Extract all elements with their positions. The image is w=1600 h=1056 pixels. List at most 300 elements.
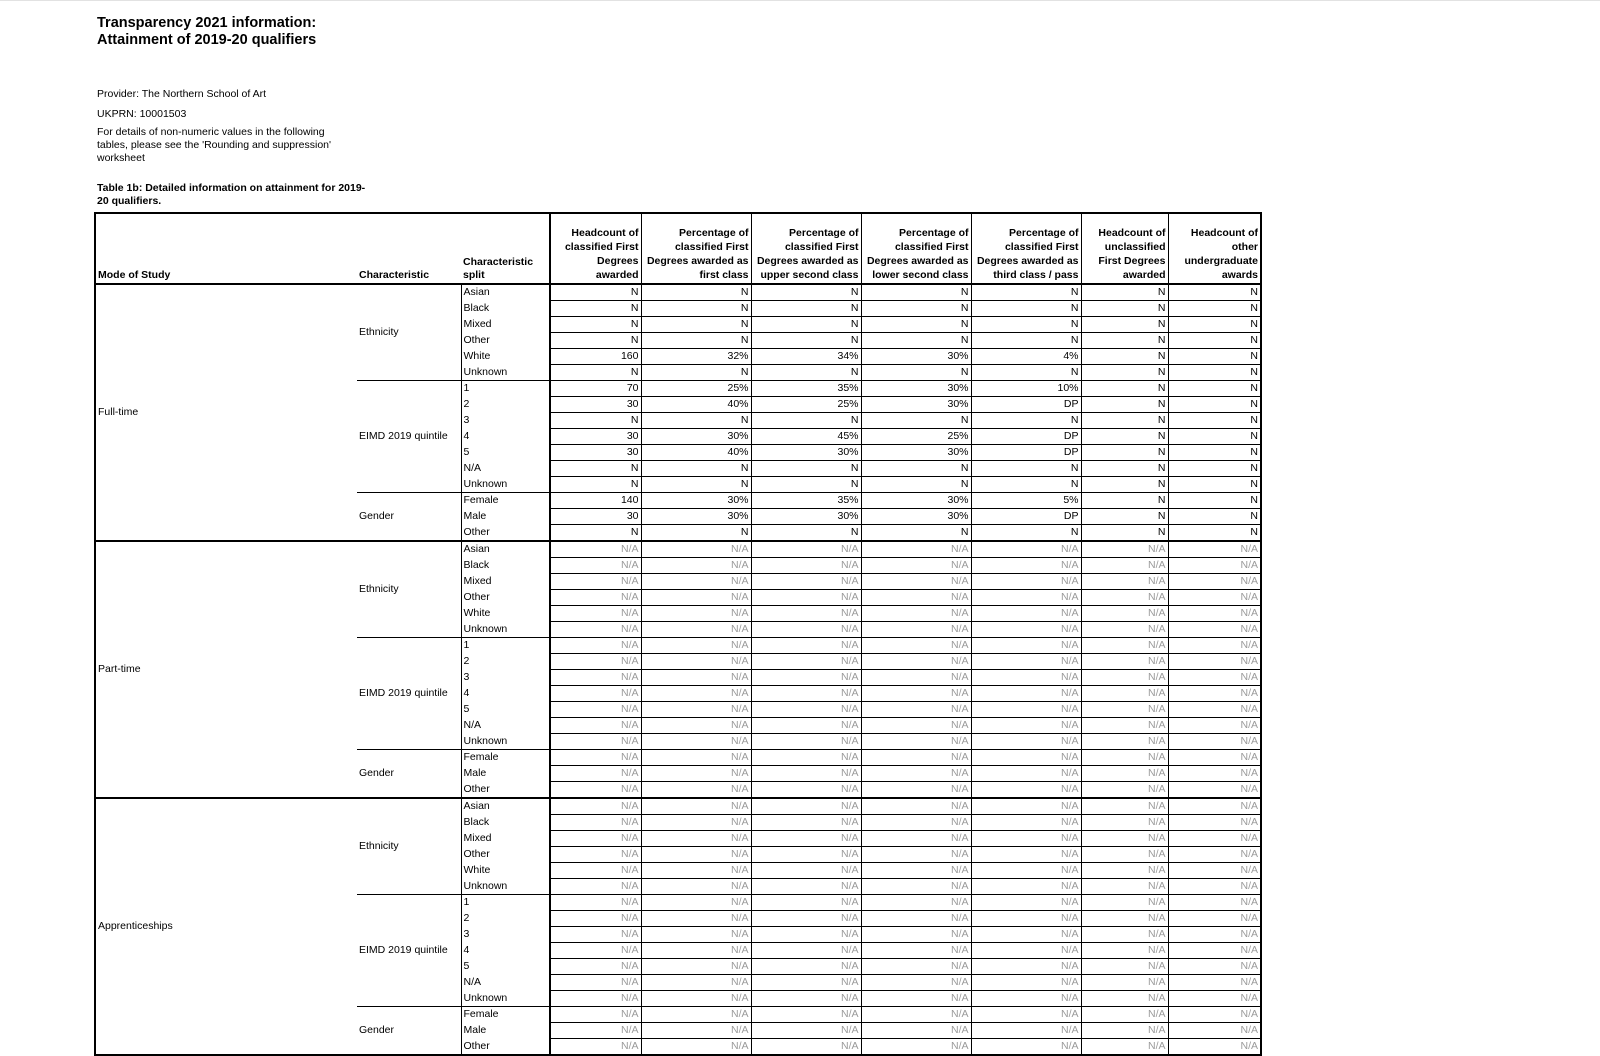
value-cell: N/A	[1081, 590, 1168, 606]
value-cell: 40%	[641, 445, 751, 461]
value-cell: N/A	[751, 991, 861, 1007]
value-cell: 30	[550, 445, 641, 461]
value-cell: N	[1168, 349, 1261, 365]
value-cell: N/A	[550, 831, 641, 847]
value-cell: N/A	[1168, 702, 1261, 718]
value-cell: N/A	[861, 734, 971, 750]
value-cell: N/A	[751, 975, 861, 991]
value-cell: N/A	[861, 622, 971, 638]
value-cell: N	[1081, 477, 1168, 493]
value-cell: 30%	[861, 445, 971, 461]
col-header-headcount-classified: Headcount of classified First Degrees awarded	[550, 213, 641, 284]
value-cell: N/A	[1081, 959, 1168, 975]
value-cell: N/A	[641, 831, 751, 847]
value-cell: N/A	[1081, 670, 1168, 686]
characteristic-split-cell: Unknown	[461, 622, 550, 638]
value-cell: N/A	[751, 638, 861, 654]
value-cell: N	[641, 284, 751, 301]
characteristic-split-cell: Black	[461, 301, 550, 317]
value-cell: N/A	[861, 798, 971, 815]
value-cell: N/A	[1081, 606, 1168, 622]
value-cell: N/A	[751, 654, 861, 670]
value-cell: N	[1168, 461, 1261, 477]
value-cell: N/A	[550, 622, 641, 638]
value-cell: DP	[971, 397, 1081, 413]
value-cell: N/A	[971, 782, 1081, 799]
value-cell: N	[751, 284, 861, 301]
value-cell: N/A	[751, 670, 861, 686]
value-cell: N/A	[641, 879, 751, 895]
characteristic-split-cell: Mixed	[461, 574, 550, 590]
value-cell: N/A	[971, 847, 1081, 863]
value-cell: N	[641, 461, 751, 477]
value-cell: N/A	[1168, 734, 1261, 750]
value-cell: N/A	[1168, 1023, 1261, 1039]
value-cell: N/A	[1168, 879, 1261, 895]
value-cell: N/A	[1168, 638, 1261, 654]
value-cell: N/A	[1168, 606, 1261, 622]
characteristic-split-cell: Black	[461, 815, 550, 831]
value-cell: N/A	[751, 718, 861, 734]
value-cell: N/A	[971, 895, 1081, 911]
value-cell: N	[1081, 397, 1168, 413]
characteristic-split-cell: 2	[461, 397, 550, 413]
value-cell: N/A	[751, 879, 861, 895]
characteristic-split-cell: N/A	[461, 461, 550, 477]
value-cell: N/A	[1168, 686, 1261, 702]
value-cell: N/A	[1168, 1007, 1261, 1023]
value-cell: N	[641, 413, 751, 429]
table-header	[95, 213, 1261, 284]
value-cell: N/A	[971, 606, 1081, 622]
characteristic-split-cell: 5	[461, 702, 550, 718]
characteristic-cell: EIMD 2019 quintile	[357, 381, 461, 493]
characteristic-split-cell: Other	[461, 525, 550, 542]
value-cell: 32%	[641, 349, 751, 365]
value-cell: N/A	[971, 574, 1081, 590]
value-cell: N	[641, 317, 751, 333]
attainment-table	[94, 212, 1262, 1056]
value-cell: N/A	[971, 879, 1081, 895]
value-cell: 5%	[971, 493, 1081, 509]
col-header-headcount-other: Headcount of other undergraduate awards	[1168, 213, 1261, 284]
characteristic-cell: EIMD 2019 quintile	[357, 638, 461, 750]
value-cell: N	[1081, 301, 1168, 317]
value-cell: N	[1081, 365, 1168, 381]
value-cell: 34%	[751, 349, 861, 365]
value-cell: N/A	[550, 686, 641, 702]
value-cell: N/A	[550, 863, 641, 879]
characteristic-cell: Gender	[359, 1024, 395, 1036]
value-cell: N/A	[971, 638, 1081, 654]
value-cell: N	[861, 525, 971, 542]
value-cell: N	[751, 461, 861, 477]
value-cell: N/A	[1081, 991, 1168, 1007]
value-cell: N/A	[861, 943, 971, 959]
value-cell: N/A	[751, 943, 861, 959]
value-cell: N	[550, 333, 641, 349]
value-cell: 30	[550, 509, 641, 525]
value-cell: N/A	[550, 766, 641, 782]
value-cell: DP	[971, 429, 1081, 445]
value-cell: N/A	[751, 863, 861, 879]
value-cell: N	[751, 413, 861, 429]
table-body	[95, 284, 1261, 1055]
characteristic-cell: EIMD 2019 quintile	[357, 895, 461, 1007]
value-cell: N	[1168, 509, 1261, 525]
value-cell: N/A	[751, 541, 861, 558]
characteristic-split-cell: Black	[461, 558, 550, 574]
value-cell: N/A	[971, 702, 1081, 718]
value-cell: N/A	[1081, 686, 1168, 702]
value-cell: N/A	[641, 734, 751, 750]
value-cell: N/A	[1168, 863, 1261, 879]
value-cell: N/A	[1168, 541, 1261, 558]
value-cell: N/A	[550, 590, 641, 606]
value-cell: N/A	[751, 895, 861, 911]
value-cell: N/A	[751, 734, 861, 750]
value-cell: N/A	[971, 927, 1081, 943]
characteristic-split-cell: Unknown	[461, 365, 550, 381]
value-cell: N	[971, 413, 1081, 429]
col-header-pct-upper-second: Percentage of classified First Degrees awarded as upper second class	[751, 213, 861, 284]
value-cell: N/A	[861, 927, 971, 943]
value-cell: 4%	[971, 349, 1081, 365]
value-cell: 30%	[751, 445, 861, 461]
value-cell: N/A	[1081, 558, 1168, 574]
col-header-pct-lower-second: Percentage of classified First Degrees awarded as lower second class	[861, 213, 971, 284]
value-cell: N/A	[751, 782, 861, 799]
value-cell: N/A	[1168, 847, 1261, 863]
value-cell: N/A	[971, 798, 1081, 815]
value-cell: N/A	[971, 766, 1081, 782]
value-cell: N/A	[861, 606, 971, 622]
value-cell: N/A	[641, 943, 751, 959]
value-cell: N/A	[751, 686, 861, 702]
value-cell: N/A	[641, 558, 751, 574]
value-cell: N	[1168, 493, 1261, 509]
value-cell: N/A	[1081, 622, 1168, 638]
value-cell: N/A	[971, 959, 1081, 975]
value-cell: N	[1168, 397, 1261, 413]
characteristic-cell: Ethnicity	[357, 284, 461, 381]
value-cell: N/A	[550, 911, 641, 927]
value-cell: N/A	[971, 1007, 1081, 1023]
value-cell: N/A	[861, 558, 971, 574]
value-cell: N	[751, 525, 861, 542]
value-cell: N/A	[861, 879, 971, 895]
characteristic-cell: Gender	[359, 767, 395, 779]
value-cell: N	[751, 333, 861, 349]
value-cell: DP	[971, 509, 1081, 525]
value-cell: N/A	[641, 863, 751, 879]
value-cell: N	[971, 525, 1081, 542]
characteristic-split-cell: Asian	[461, 284, 550, 301]
value-cell: N/A	[861, 1007, 971, 1023]
value-cell: N/A	[751, 606, 861, 622]
value-cell: N/A	[971, 943, 1081, 959]
value-cell: N	[1081, 381, 1168, 397]
value-cell: N/A	[971, 734, 1081, 750]
characteristic-split-cell: Asian	[461, 798, 550, 815]
value-cell: N/A	[1168, 975, 1261, 991]
value-cell: N	[861, 477, 971, 493]
value-cell: N/A	[550, 654, 641, 670]
value-cell: N	[1168, 413, 1261, 429]
value-cell: N/A	[550, 558, 641, 574]
characteristic-split-cell: Other	[461, 1039, 550, 1056]
value-cell: DP	[971, 445, 1081, 461]
page-title-line-2: Attainment of 2019-20 qualifiers	[97, 32, 317, 48]
value-cell: N/A	[751, 750, 861, 766]
value-cell: 40%	[641, 397, 751, 413]
value-cell: N	[861, 284, 971, 301]
value-cell: N	[641, 333, 751, 349]
value-cell: N	[1168, 333, 1261, 349]
characteristic-split-cell: Other	[461, 847, 550, 863]
value-cell: N/A	[971, 911, 1081, 927]
value-cell: N/A	[751, 815, 861, 831]
value-cell: N	[1081, 509, 1168, 525]
characteristic-cell: Gender	[359, 510, 395, 522]
value-cell: N	[1081, 284, 1168, 301]
characteristic-split-cell: N/A	[461, 975, 550, 991]
value-cell: N	[641, 365, 751, 381]
value-cell: N/A	[861, 815, 971, 831]
characteristic-cell: Ethnicity	[357, 798, 461, 895]
value-cell: N	[1081, 525, 1168, 542]
value-cell: N	[550, 413, 641, 429]
value-cell: N/A	[971, 975, 1081, 991]
value-cell: N	[1168, 445, 1261, 461]
value-cell: N/A	[641, 574, 751, 590]
ukprn-text: UKPRN: 10001503	[97, 108, 187, 120]
value-cell: N/A	[751, 1023, 861, 1039]
col-header-pct-third: Percentage of classified First Degrees awarded as third class / pass	[971, 213, 1081, 284]
value-cell: N/A	[1168, 991, 1261, 1007]
value-cell: N/A	[971, 558, 1081, 574]
value-cell: N/A	[1081, 638, 1168, 654]
value-cell: N/A	[1168, 574, 1261, 590]
value-cell: N/A	[1081, 895, 1168, 911]
value-cell: N	[861, 317, 971, 333]
rounding-note: For details of non-numeric values in the following tables, please see the 'Rounding and suppression' worksheet	[97, 126, 332, 164]
characteristic-split-cell: Unknown	[461, 477, 550, 493]
value-cell: N/A	[550, 718, 641, 734]
value-cell: N/A	[1081, 654, 1168, 670]
value-cell: N	[971, 365, 1081, 381]
value-cell: 140	[550, 493, 641, 509]
value-cell: N/A	[641, 1039, 751, 1056]
table-caption: Table 1b: Detailed information on attainment for 2019-20 qualifiers.	[97, 182, 366, 207]
value-cell: N	[1168, 301, 1261, 317]
value-cell: N/A	[751, 574, 861, 590]
value-cell: N/A	[1168, 831, 1261, 847]
value-cell: N/A	[641, 1023, 751, 1039]
value-cell: N	[1168, 284, 1261, 301]
col-header-mode: Mode of Study	[95, 213, 357, 284]
value-cell: N/A	[641, 702, 751, 718]
characteristic-split-cell: 5	[461, 959, 550, 975]
value-cell: 25%	[751, 397, 861, 413]
value-cell: N/A	[971, 750, 1081, 766]
value-cell: N/A	[550, 541, 641, 558]
value-cell: N	[550, 365, 641, 381]
provider-text: Provider: The Northern School of Art	[97, 88, 267, 100]
value-cell: N	[1168, 365, 1261, 381]
value-cell: N/A	[550, 975, 641, 991]
value-cell: N	[1081, 413, 1168, 429]
value-cell: N/A	[641, 927, 751, 943]
value-cell: N	[550, 461, 641, 477]
value-cell: N/A	[550, 1023, 641, 1039]
value-cell: N/A	[971, 831, 1081, 847]
page-title-line-1: Transparency 2021 information:	[97, 15, 317, 31]
value-cell: N/A	[550, 670, 641, 686]
value-cell: N/A	[971, 991, 1081, 1007]
value-cell: N/A	[550, 734, 641, 750]
value-cell: N/A	[861, 750, 971, 766]
col-header-split: Characteristic split	[461, 213, 550, 284]
value-cell: N	[550, 284, 641, 301]
value-cell: N/A	[1081, 879, 1168, 895]
value-cell: N/A	[861, 702, 971, 718]
value-cell: N/A	[971, 686, 1081, 702]
value-cell: N/A	[641, 959, 751, 975]
value-cell: N/A	[550, 879, 641, 895]
value-cell: N	[861, 301, 971, 317]
value-cell: N/A	[1081, 782, 1168, 799]
value-cell: N/A	[861, 782, 971, 799]
value-cell: N/A	[641, 718, 751, 734]
characteristic-split-cell: Unknown	[461, 879, 550, 895]
value-cell: N/A	[751, 927, 861, 943]
value-cell: 30%	[641, 493, 751, 509]
value-cell: N/A	[550, 798, 641, 815]
value-cell: N	[861, 461, 971, 477]
value-cell: N/A	[861, 541, 971, 558]
value-cell: 70	[550, 381, 641, 397]
value-cell: N/A	[1168, 622, 1261, 638]
value-cell: N	[1081, 461, 1168, 477]
value-cell: N/A	[1168, 798, 1261, 815]
value-cell: N/A	[971, 541, 1081, 558]
value-cell: N/A	[550, 927, 641, 943]
value-cell: N/A	[971, 863, 1081, 879]
characteristic-split-cell: 1	[461, 381, 550, 397]
value-cell: N/A	[751, 798, 861, 815]
characteristic-split-cell: White	[461, 606, 550, 622]
value-cell: N/A	[751, 1007, 861, 1023]
value-cell: N/A	[751, 1039, 861, 1056]
characteristic-split-cell: Female	[461, 1007, 550, 1023]
value-cell: N/A	[1168, 590, 1261, 606]
value-cell: N/A	[1081, 927, 1168, 943]
value-cell: N/A	[641, 541, 751, 558]
value-cell: N/A	[550, 750, 641, 766]
value-cell: N/A	[550, 1007, 641, 1023]
value-cell: N/A	[861, 991, 971, 1007]
value-cell: N/A	[861, 959, 971, 975]
value-cell: N/A	[550, 782, 641, 799]
value-cell: N/A	[861, 863, 971, 879]
value-cell: N/A	[1081, 574, 1168, 590]
value-cell: N/A	[751, 622, 861, 638]
value-cell: N/A	[641, 638, 751, 654]
value-cell: N/A	[1168, 654, 1261, 670]
characteristic-split-cell: Male	[461, 766, 550, 782]
characteristic-split-cell: 3	[461, 413, 550, 429]
value-cell: 35%	[751, 381, 861, 397]
characteristic-split-cell: Other	[461, 590, 550, 606]
value-cell: N/A	[861, 638, 971, 654]
value-cell: N/A	[641, 590, 751, 606]
value-cell: N/A	[1081, 863, 1168, 879]
value-cell: 35%	[751, 493, 861, 509]
page-title	[97, 15, 316, 49]
characteristic-split-cell: Unknown	[461, 734, 550, 750]
value-cell: N/A	[641, 606, 751, 622]
value-cell: 45%	[751, 429, 861, 445]
value-cell: N/A	[1081, 911, 1168, 927]
value-cell: 30%	[861, 349, 971, 365]
value-cell: N/A	[971, 654, 1081, 670]
table-header-row	[95, 213, 1261, 284]
value-cell: N/A	[1168, 927, 1261, 943]
value-cell: 25%	[861, 429, 971, 445]
characteristic-cell: Ethnicity	[357, 541, 461, 638]
mode-of-study-cell: Full-time	[98, 406, 139, 418]
value-cell: 30	[550, 429, 641, 445]
value-cell: N/A	[1081, 815, 1168, 831]
value-cell: N/A	[861, 574, 971, 590]
value-cell: N/A	[1168, 558, 1261, 574]
value-cell: N	[1081, 317, 1168, 333]
value-cell: N/A	[971, 815, 1081, 831]
value-cell: N/A	[861, 590, 971, 606]
characteristic-split-cell: 4	[461, 429, 550, 445]
characteristic-split-cell: Other	[461, 333, 550, 349]
value-cell: N	[1081, 445, 1168, 461]
table-row	[95, 284, 1261, 301]
value-cell: N	[861, 333, 971, 349]
characteristic-split-cell: 4	[461, 686, 550, 702]
value-cell: N/A	[1168, 1039, 1261, 1056]
value-cell: N/A	[641, 782, 751, 799]
value-cell: N	[861, 365, 971, 381]
value-cell: 30%	[861, 493, 971, 509]
value-cell: N	[1168, 525, 1261, 542]
value-cell: N/A	[861, 895, 971, 911]
value-cell: N/A	[861, 1023, 971, 1039]
value-cell: N/A	[861, 766, 971, 782]
value-cell: N	[641, 525, 751, 542]
value-cell: 30%	[861, 381, 971, 397]
value-cell: N/A	[1168, 750, 1261, 766]
characteristic-split-cell: Mixed	[461, 317, 550, 333]
value-cell: N/A	[550, 1039, 641, 1056]
value-cell: N/A	[861, 1039, 971, 1056]
value-cell: N/A	[1168, 670, 1261, 686]
value-cell: N/A	[751, 959, 861, 975]
value-cell: N/A	[550, 702, 641, 718]
value-cell: N	[971, 284, 1081, 301]
value-cell: N/A	[1081, 798, 1168, 815]
value-cell: 30%	[861, 397, 971, 413]
value-cell: N/A	[1081, 1007, 1168, 1023]
value-cell: N/A	[751, 590, 861, 606]
value-cell: N/A	[641, 686, 751, 702]
